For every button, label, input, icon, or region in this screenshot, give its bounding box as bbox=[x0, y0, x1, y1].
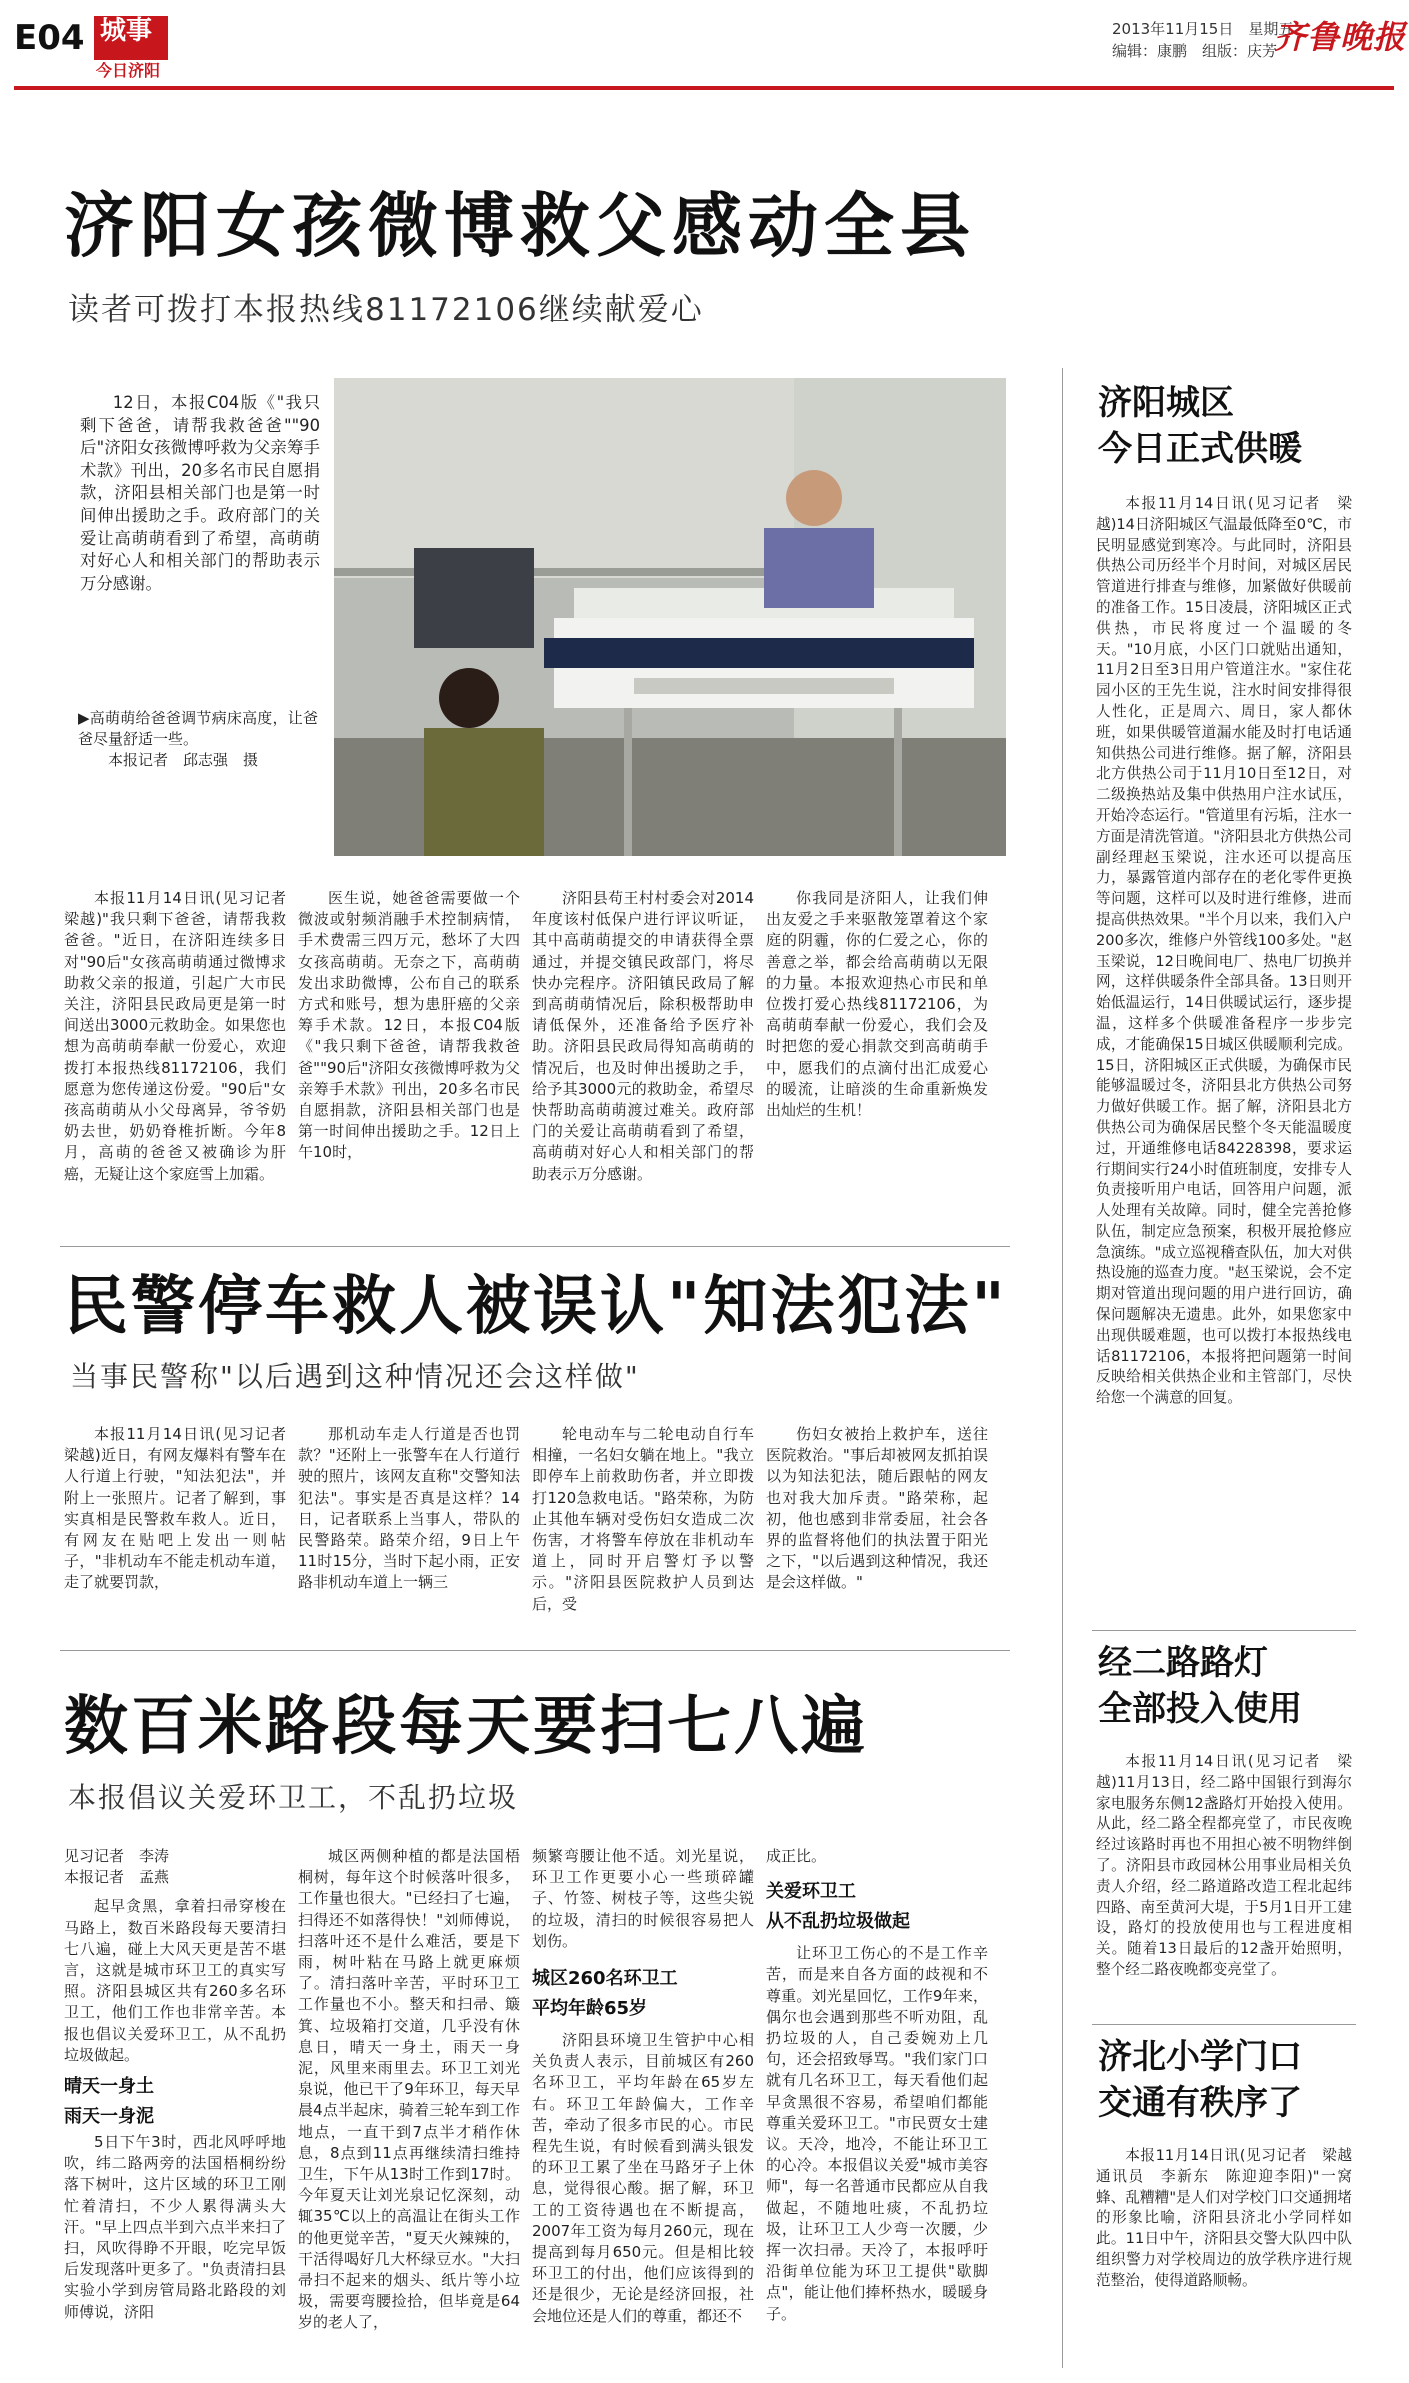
side1-title-line2: 今日正式供暖 bbox=[1098, 429, 1302, 469]
story2-col1: 本报11月14日讯(见习记者 梁越)近日，有网友爆料有警车在人行道上行驶，"知法犯法"，并附上一张照片。记者了解到，事实真相是民警救车救人。近日，有网友在贴吧上发出一则帖子，"非机动车不能走机动车道，走了就要罚款， bbox=[64, 1425, 302, 1592]
header-red-rule bbox=[14, 86, 1394, 90]
story1-col1: 本报11月14日讯(见习记者 梁越)"我只剩下爸爸，请帮我救爸爸。"近日，在济阳连续多日对"90后"女孩高萌萌通过微博求助救父亲的报道，引起广大市民关注，济阳县民政局更是第一时间送出3000元救助金。如果您也想为高萌萌奉献一份爱心，欢迎拨打本报热线81172106，我们愿意为您传递这份爱。"90后"女孩高萌萌从小父母离异，爷爷奶奶去世，奶奶脊椎折断。今年8月，高萌的爸爸又被确诊为肝癌，无疑让这个家庭雪上加霜。 bbox=[64, 889, 302, 1183]
story2-headline: 民警停车救人被误认"知法犯法" bbox=[64, 1270, 1008, 1344]
divider-1 bbox=[60, 1246, 1010, 1247]
side1-title-line1: 济阳城区 bbox=[1098, 383, 1234, 423]
sidebar-divider bbox=[1062, 368, 1063, 2368]
story3-subhead-6: 从不乱扔垃圾做起 bbox=[766, 1911, 910, 1933]
side2-title-line2: 全部投入使用 bbox=[1098, 1689, 1302, 1729]
side2-title-line1: 经二路路灯 bbox=[1098, 1643, 1268, 1683]
caption-text: ▶高萌萌给爸爸调节病床高度，让爸爸尽量舒适一些。 bbox=[78, 709, 318, 748]
section-subname: 今日济阳 bbox=[96, 61, 161, 80]
side-divider-2 bbox=[1092, 2024, 1356, 2025]
story3-subhead-4: 平均年龄65岁 bbox=[532, 1998, 648, 2020]
story2-col3: 轮电动车与二轮电动自行车相撞，一名妇女躺在地上。"我立即停车上前救助伤者，并立即拨打120急救电话。"路荣称，为防止其他车辆对受伤妇女造成二次伤害，才将警车停放在非机动车道上，同时开启警灯予以警示。"济阳县医院救护人员到达后，受 bbox=[532, 1425, 754, 1613]
side1-body: 本报11月14日讯(见习记者 梁越)14日济阳城区气温最低降至0℃，市民明显感觉到寒冷。与此同时，济阳县供热公司历经半个月时间，对城区居民管道进行排查与维修，加紧做好供暖前的准备工作。15日凌晨，济阳城区正式供热，市民将度过一个温暖的冬天。"10月底，小区门口就贴出通知，11月2日至3日用户管道注水。"家住花园小区的王先生说，注水时间安排得很人性化，正是周六、周日，家人都休班，如果供暖管道漏水能及时打电话通知供热公司进行维修。据了解，济阳县北方供热公司于11月10日至12日，对二级换热站及集中供热用户注水试压，开始冷态运行。"管道里有污垢，注水一方面是清洗管道。"济阳县北方供热公司副经理赵玉梁说，注水还可以提高压力，暴露管道内部存在的老化零件更换等问题，这样可以及时进行维修，进而提高供热效果。"半个月以来，我们入户200多次，维修户外管线100多处。"赵玉梁说，12日晚间电厂、热电厂切换并网，这样供暖条件全部具备。13日则开始低温运行，14日供暖试运行，逐步提温，这样多个供暖准备程序一步步完成，才能确保15日城区供暖顺利完成。15日，济阳城区正式供暖，为确保市民能够温暖过冬，济阳县北方供热公司努力做好供暖工作。据了解，济阳县北方供热公司为确保居民整个冬天能温暖度过，开通维修电话84228398，要求运行期间实行24小时值班制度，安排专人负责接听用户电话，回答用户问题，派人处理有关故障。同时，健全完善抢修队伍，制定应急预案，积极开展抢修应急演练。"成立巡视稽查队伍，加大对供热设施的巡查力度。"赵玉梁说，会不定期对管道出现问题的用户进行回访，确保问题解决无遗患。此外，如果您家中出现供暖难题，也可以拨打本报热线电话81172106，本报将把问题第一时间反映给相关供热企业和主管部门，尽快给您一个满意的回复。 bbox=[1096, 495, 1352, 1407]
story3-col4: 成正比。 关爱环卫工 从不乱扔垃圾做起 让环卫工伤心的不是工作辛苦，而是来自各方面的歧视和不尊重。刘光星回忆，工作9年来，偶尔也会遇到那些不听劝阻，乱扔垃圾的人，自己委婉劝上几句，还会招致辱骂。"我们家门口就有几名环卫工，每天看他们起早贪黑很不容易，希望咱们都能尊重关爱环卫工。"市民贾女士建议。天冷，地冷，不能让环卫工的心冷。本报倡议关爱"城市美容师"，每一名普通市民都应从自我做起，不随地吐痰，不乱扔垃圾，让环卫工人少弯一次腰，少挥一次扫帚。天冷了，本报呼吁沿街单位能为环卫工提供"歇脚点"，能让他们捧杯热水，暖暖身子。 bbox=[766, 1847, 988, 2323]
issue-date: 2013年11月15日 星期五 bbox=[1112, 20, 1294, 38]
story3-subhead-2: 雨天一身泥 bbox=[64, 2106, 154, 2128]
side3-title-line2: 交通有秩序了 bbox=[1098, 2083, 1302, 2123]
side2-title bbox=[1098, 1640, 1302, 1732]
hospital-room-photo bbox=[334, 378, 1006, 856]
story3-subhead-5: 关爱环卫工 bbox=[766, 1881, 856, 1903]
story3-subhead: 本报倡议关爱环卫工，不乱扔垃圾 bbox=[68, 1781, 519, 1814]
story1-col2: 医生说，她爸爸需要做一个微波或射频消融手术控制病情，手术费需三四万元，愁坏了大四女孩高萌萌。无奈之下，高萌萌发出求助微博，公布自己的联系方式和账号，想为患肝癌的父亲筹手术款。12日，本报C04版《"我只剩下爸爸，请帮我救爸爸""90后"济阳女孩微博呼救为父亲筹手术款》刊出，20多名市民自愿捐款，济阳县相关部门也是第一时间伸出援助之手。12日上午10时， bbox=[298, 889, 520, 1162]
story3-col3: 频繁弯腰让他不适。刘光星说，环卫工作更要小心一些琐碎罐子、竹签、树枝子等，这些尖锐的垃圾，清扫的时候很容易把人划伤。 城区260名环卫工 平均年龄65岁 济阳县环境卫生管护中心相关负责人表示，目前城区有260名环卫工，平均年龄在65岁左右。环卫工年龄偏大，工作辛苦，牵动了很多市民的心。市民程先生说，有时候看到满头银发的环卫工累了坐在马路牙子上休息，觉得很心酸。据了解，环卫工的工资待遇也在不断提高，2007年工资为每月260元，现在提高到每月650元。但是相比较环卫工的付出，他们应该得到的还是很少，无论是经济回报，社会地位还是人们的尊重，都还不 bbox=[532, 1847, 754, 2325]
divider-2 bbox=[60, 1650, 1010, 1651]
story3-col2: 城区两侧种植的都是法国梧桐树，每年这个时候落叶很多，工作量也很大。"已经扫了七遍，扫得还不如落得快！"刘师傅说，扫落叶还不是什么难活，要是下雨，树叶粘在马路上就更麻烦了。清扫落叶辛苦，平时环卫工工作量也不小。整天和扫帚、簸箕、垃圾箱打交道，几乎没有休息日，晴天一身土，雨天一身泥，风里来雨里去。环卫工刘光泉说，他已干了9年环卫，每天早晨4点半起床，骑着三轮车到工作地点，一直干到7点半才稍作休息，8点到11点再继续清扫维持卫生，下午从13时工作到17时。今年夏天让刘光泉记忆深刻，动辄35℃以上的高温让在街头工作的他更觉辛苦，"夏天火辣辣的，干活得喝好几大杯绿豆水。"大扫帚扫不起来的烟头、纸片等小垃圾，需要弯腰捡拾，但毕竟是64岁的老人了， bbox=[298, 1847, 520, 2332]
side1-title bbox=[1098, 380, 1302, 472]
story3-headline: 数百米路段每天要扫七八遍 bbox=[64, 1690, 868, 1764]
editors: 编辑：康鹏 组版：庆芳 bbox=[1112, 42, 1278, 60]
brand-logo: 齐鲁晚报 bbox=[1274, 18, 1407, 56]
section-name: 城事 bbox=[100, 16, 153, 46]
story1-subhead: 读者可拨打本报热线81172106继续献爱心 bbox=[68, 292, 704, 328]
side3-body: 本报11月14日讯(见习记者 梁越 通讯员 李新东 陈迎迎李阳)"一窝蜂、乱糟糟"是人们对学校门口交通拥堵的形象比喻，济阳县济北小学同样如此。11日中午，济阳县交警大队四中队组织警力对学校周边的放学秩序进行规范整治，使得道路顺畅。 bbox=[1096, 2147, 1367, 2289]
photo-caption bbox=[78, 708, 318, 798]
news-photo bbox=[334, 378, 1006, 856]
story1-col4: 你我同是济阳人，让我们伸出友爱之手来驱散笼罩着这个家庭的阴霾，你的仁爱之心，你的善意之举，都会给高萌萌以无限的力量。本报欢迎热心市民和单位拨打爱心热线81172106，为高萌萌奉献一份爱心，我们会及时把您的爱心捐款交到高萌萌手中，愿我们的点滴付出汇成爱心的暖流，让暗淡的生命重新焕发出灿烂的生机！ bbox=[766, 889, 988, 1120]
page-number: E04 bbox=[14, 18, 85, 58]
side2-body: 本报11月14日讯(见习记者 梁越)11月13日，经二路中国银行到海尔家电服务东侧12盏路灯开始投入使用。从此，经二路全程都亮堂了，市民夜晚经过该路时再也不用担心被不明物绊倒了。济阳县市政园林公用事业局相关负责人介绍，经二路道路改造工程北起纬四路、南至黄河大堤，于5月1日开工建设，路灯的投放使用也与工程进度相关。随着13日最后的12盏开始照明，整个经二路夜晚都变亮堂了。 bbox=[1096, 1753, 1352, 1978]
side3-title bbox=[1098, 2034, 1302, 2126]
photo-credit: 本报记者 邱志强 摄 bbox=[108, 751, 259, 769]
story3-col1: 见习记者 李涛 本报记者 孟燕 起早贪黑，拿着扫帚穿梭在马路上，数百米路段每天要清扫七八遍，碰上大风天更是苦不堪言，这就是城市环卫工的真实写照。济阳县城区共有260多名环卫工，他们工作也非常辛苦。本报也倡议关爱环卫工，从不乱扔垃圾做起。 晴天一身土 雨天一身泥 5日下午3时，西北风呼呼地吹，纬二路两旁的法国梧桐纷纷落下树叶，这片区域的环卫工刚忙着清扫，不少人累得满头大汗。"早上四点半到六点半来扫了扫，风吹得睁不开眼，吃完早饭后发现落叶更多了。"负责清扫县实验小学到房管局路北路段的刘师傅说，济阳 bbox=[64, 1847, 286, 2321]
story3-subhead-3: 城区260名环卫工 bbox=[532, 1968, 678, 1990]
story1-col3: 济阳县苟王村村委会对2014年度该村低保户进行评议听证，其中高萌萌提交的申请获得全票通过，并提交镇民政部门，将尽快办完程序。济阳镇民政局了解到高萌萌情况后，除积极帮助申请低保外，还准备给予医疗补助。济阳县民政局得知高萌萌的情况后，也及时伸出援助之手，给予其3000元的救助金，希望尽快帮助高萌萌渡过难关。政府部门的关爱让高萌萌看到了希望，高萌萌对好心人和相关部门的帮助表示万分感谢。 bbox=[532, 889, 754, 1183]
story2-col2: 那机动车走人行道是否也罚款？"还附上一张警车在人行道行驶的照片，该网友直称"交警知法犯法"。事实是否真是这样？14日，记者联系上当事人，带队的民警路荣。路荣介绍，9日上午11时15分，当时下起小雨，正安路非机动车道上一辆三 bbox=[298, 1425, 520, 1592]
side-divider-1 bbox=[1092, 1630, 1356, 1631]
story3-subhead-1: 晴天一身土 bbox=[64, 2076, 154, 2098]
story1-headline: 济阳女孩微博救父感动全县 bbox=[64, 185, 976, 267]
byline-2: 本报记者 孟燕 bbox=[64, 1868, 170, 1887]
story2-col4: 伤妇女被抬上救护车，送往医院救治。"事后却被网友抓拍误以为知法犯法，随后跟帖的网友也对我大加斥责。"路荣称，起初，他也感到非常委屈，社会各界的监督将他们的执法置于阳光之下，"以后遇到这种情况，我还是会这样做。" bbox=[766, 1425, 988, 1592]
story1-lead: 12日，本报C04版《"我只剩下爸爸，请帮我救爸爸""90后"济阳女孩微博呼救为父亲筹手术款》刊出，20多名市民自愿捐款，济阳县相关部门也是第一时间伸出援助之手。政府部门的关爱让高萌萌看到了希望，高萌萌对好心人和相关部门的帮助表示万分感谢。 bbox=[80, 393, 320, 593]
story2-subhead: 当事民警称"以后遇到这种情况还会这样做" bbox=[70, 1360, 640, 1393]
byline-1: 见习记者 李涛 bbox=[64, 1847, 170, 1865]
side3-title-line1: 济北小学门口 bbox=[1098, 2037, 1302, 2077]
